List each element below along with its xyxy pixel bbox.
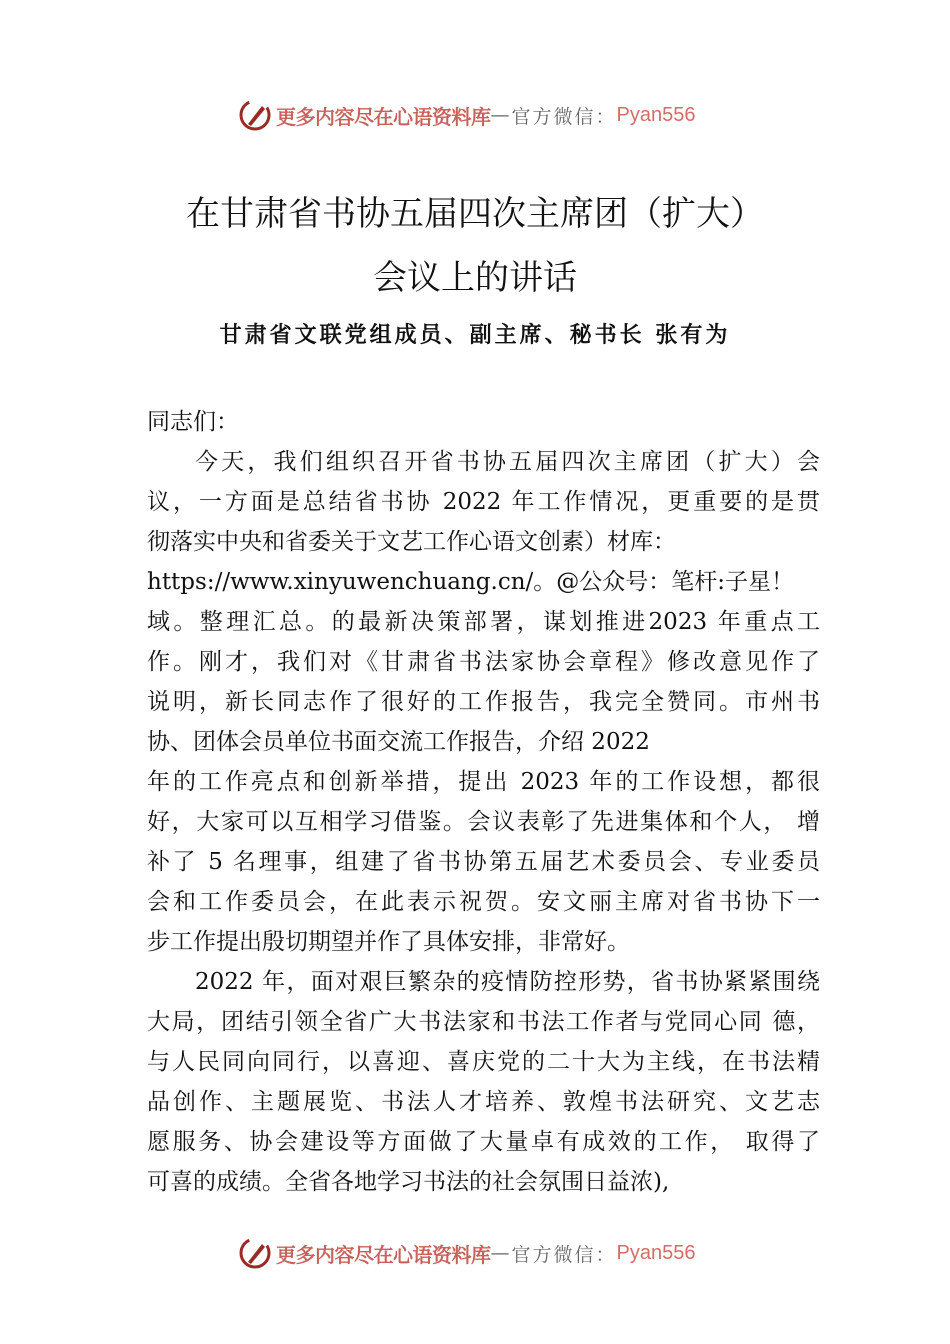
text-line: 品创作、主题展览、书法人才培养、敦煌书法研究、文艺志 — [147, 1089, 820, 1115]
text-line: 愿服务、协会建设等方面做了大量卓有成效的工作， 取得了 — [147, 1129, 820, 1155]
text-line: 可喜的成绩。全省各地学习书法的社会氛围日益浓), — [147, 1169, 670, 1195]
text-line: https://www.xinyuwenchuang.cn/。@公众号：笔杆:子星！ — [147, 569, 795, 595]
text-line: 域。整理汇总。的最新决策部署，谋划推进2023 年重点工 — [147, 609, 820, 635]
text-line: 会和工作委员会，在此表示祝贺。安文丽主席对省书协下一 — [147, 889, 820, 915]
text-line: 议，一方面是总结省书协 2022 年工作情况，更重要的是贯 — [147, 489, 820, 515]
text-line: 2022 年，面对艰巨繁杂的疫情防控形势，省书协紧紧围绕 — [195, 969, 820, 995]
text-line: 补了 5 名理事，组建了省书协第五届艺术委员会、专业委员 — [147, 849, 820, 875]
watermark-official: 官方微信： — [511, 105, 617, 128]
salutation: 同志们： — [147, 409, 239, 435]
watermark-header — [238, 95, 738, 135]
text-line: 步工作提出殷切期望并作了具体安排，非常好。 — [147, 929, 630, 955]
watermark-footer — [238, 1233, 738, 1273]
watermark-brand: 更多内容尽在心语资料库 — [276, 1242, 491, 1267]
text-line: 彻落实中央和省委关于文艺工作心语文创素）材库： — [147, 529, 676, 555]
watermark-wechat: Pyan556 — [616, 103, 696, 126]
text-line: 作。刚才，我们对《甘肃省书法家协会章程》修改意见作了 — [147, 649, 820, 675]
pen-logo-icon — [238, 98, 272, 132]
title-line-1: 在甘肃省书协五届四次主席团（扩大） — [186, 194, 764, 234]
text-line: 说明，新长同志作了很好的工作报告，我完全赞同。市州书 — [147, 689, 820, 715]
pen-logo-icon — [238, 1236, 272, 1270]
watermark-sep: — — [490, 1242, 512, 1264]
text-line: 年的工作亮点和创新举措，提出 2023 年的工作设想，都很 — [147, 769, 820, 795]
title-line-2: 会议上的讲话 — [373, 258, 577, 298]
text-line: 好，大家可以互相学习借鉴。会议表彰了先进集体和个人， 增 — [147, 809, 820, 835]
watermark-brand: 更多内容尽在心语资料库 — [276, 104, 491, 129]
author: 甘肃省文联党组成员、副主席、秘书长 张有为 — [219, 322, 731, 348]
watermark-sep: — — [490, 104, 512, 126]
text-line: 协、团体会员单位书面交流工作报告，介绍 2022 — [147, 729, 650, 755]
watermark-official: 官方微信： — [511, 1243, 617, 1266]
watermark-wechat: Pyan556 — [616, 1241, 696, 1264]
text-line: 与人民同向同行，以喜迎、喜庆党的二十大为主线，在书法精 — [147, 1049, 820, 1075]
text-line: 大局，团结引领全省广大书法家和书法工作者与党同心同 德， — [147, 1009, 820, 1035]
speech-body — [147, 402, 820, 1202]
text-line: 今天，我们组织召开省书协五届四次主席团（扩大）会 — [195, 449, 820, 475]
